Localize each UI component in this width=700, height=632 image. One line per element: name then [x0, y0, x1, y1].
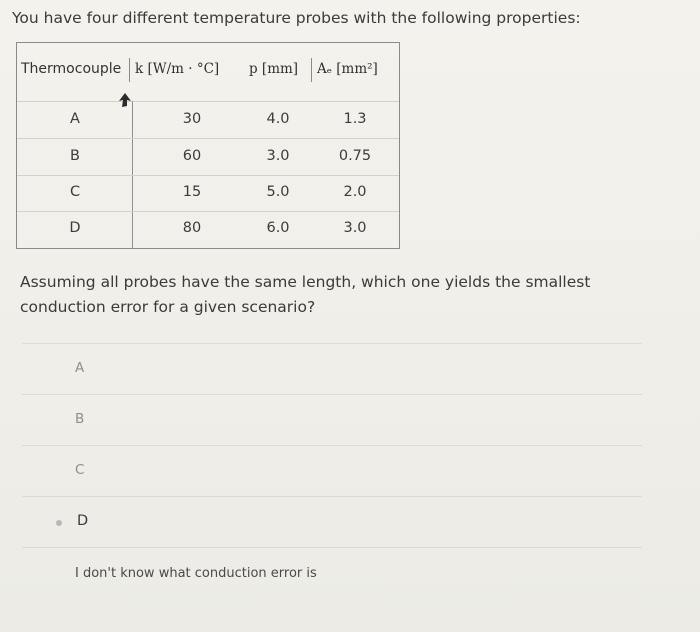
header-ac: Aₑ [mm²]	[317, 61, 378, 77]
answer-note: I don't know what conduction error is	[75, 566, 317, 581]
question-prompt: Assuming all probes have the same length, which one yields the smallest conduction error for a given scenario?	[20, 273, 591, 316]
header-divider	[129, 58, 130, 82]
answer-option-b[interactable]	[22, 395, 642, 446]
header-divider	[311, 58, 312, 82]
cell-p: 3.0	[266, 148, 290, 164]
probe-properties-table	[16, 42, 400, 249]
header-p: p [mm]	[249, 61, 299, 77]
cell-p: 5.0	[266, 184, 290, 200]
answer-option-d[interactable]	[22, 497, 642, 548]
header-thermocouple: Thermocouple	[21, 61, 122, 77]
cell-probe: D	[69, 220, 81, 236]
table-row	[17, 139, 399, 176]
answer-option-c[interactable]	[22, 446, 642, 497]
radio-dot-icon[interactable]	[56, 520, 62, 526]
cell-ac: 3.0	[343, 220, 367, 236]
cell-k: 15	[182, 184, 202, 200]
cell-probe: C	[69, 184, 81, 200]
option-label: C	[75, 462, 85, 478]
cell-ac: 0.75	[338, 148, 372, 164]
cell-probe: B	[70, 148, 80, 164]
cell-ac: 2.0	[343, 184, 367, 200]
cell-probe: A	[70, 111, 80, 127]
question-intro: You have four different temperature probes with the following properties:	[12, 9, 581, 27]
cell-k: 80	[182, 220, 202, 236]
table-header-row	[17, 43, 399, 102]
option-label: D	[77, 513, 89, 529]
header-k: k [W/m · °C]	[135, 61, 220, 77]
table-row	[17, 102, 399, 139]
cell-ac: 1.3	[343, 111, 367, 127]
cell-p: 4.0	[266, 111, 290, 127]
cell-k: 30	[182, 111, 202, 127]
cell-p: 6.0	[266, 220, 290, 236]
mouse-pointer-icon	[118, 92, 132, 108]
answer-option-a[interactable]	[22, 344, 642, 395]
cell-k: 60	[182, 148, 202, 164]
option-label: B	[75, 411, 85, 427]
table-row	[17, 211, 399, 247]
table-row	[17, 175, 399, 212]
option-label: A	[75, 360, 85, 376]
